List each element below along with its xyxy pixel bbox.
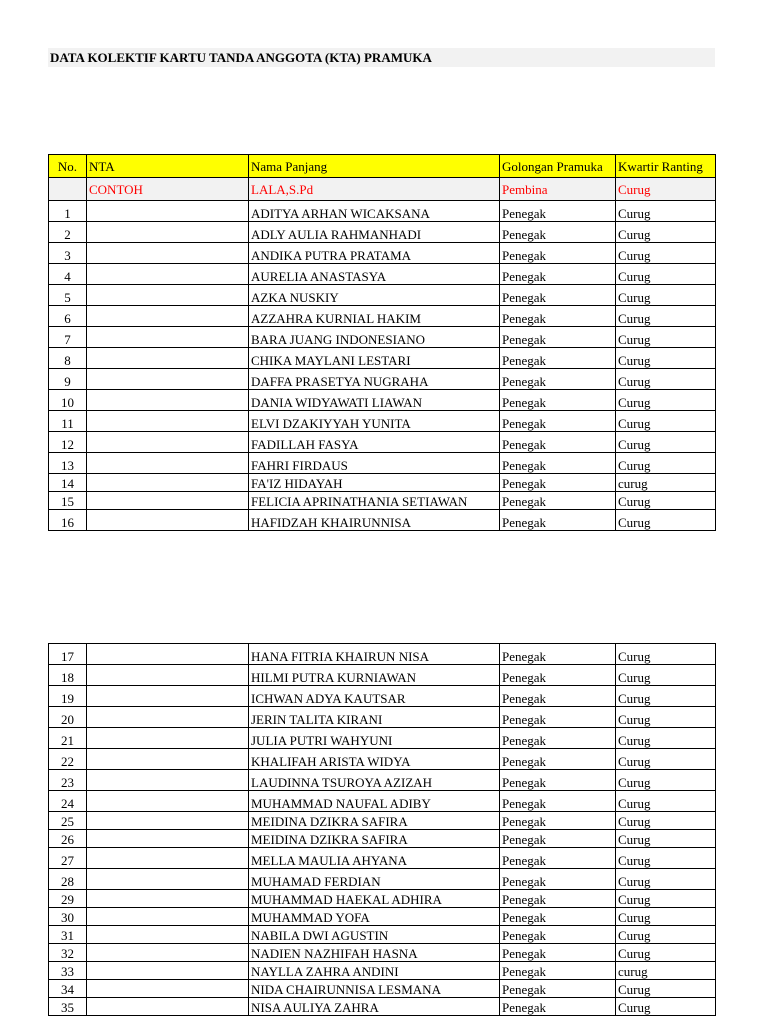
cell-no: 22 [49,749,87,770]
cell-no: 26 [49,830,87,848]
header-nama: Nama Panjang [249,155,500,178]
table-row [49,264,716,285]
cell-golongan: Penegak [500,707,616,728]
table-row [49,944,716,962]
cell-nama: MEIDINA DZIKRA SAFIRA [249,812,500,830]
cell-kwartir: Curug [616,791,716,812]
cell-nama: NAYLLA ZAHRA ANDINI [249,962,500,980]
cell-nama: ICHWAN ADYA KAUTSAR [249,686,500,707]
cell-no: 10 [49,390,87,411]
cell-nta [87,348,249,369]
cell-nama: ADLY AULIA RAHMANHADI [249,222,500,243]
cell-nama: MUHAMMAD NAUFAL ADIBY [249,791,500,812]
table-row [49,285,716,306]
cell-golongan: Penegak [500,791,616,812]
cell-kwartir: Curug [616,348,716,369]
table-row [49,327,716,348]
cell-golongan: Penegak [500,926,616,944]
cell-kwartir: Curug [616,201,716,222]
cell-no: 34 [49,980,87,998]
cell-nama: HANA FITRIA KHAIRUN NISA [249,644,500,665]
cell-golongan: Penegak [500,848,616,869]
cell-kwartir: Curug [616,728,716,749]
cell-no: 6 [49,306,87,327]
cell-nta [87,791,249,812]
cell-golongan: Penegak [500,944,616,962]
cell-no: 5 [49,285,87,306]
cell-nta [87,890,249,908]
cell-nama: AURELIA ANASTASYA [249,264,500,285]
table-row [49,492,716,510]
cell-kwartir: curug [616,962,716,980]
cell-no: 29 [49,890,87,908]
cell-kwartir: Curug [616,926,716,944]
header-nta: NTA [87,155,249,178]
cell-golongan: Penegak [500,492,616,510]
cell-no: 18 [49,665,87,686]
cell-golongan: Penegak [500,453,616,474]
member-table-part1 [48,154,716,531]
cell-nta [87,369,249,390]
cell-nama: NIDA CHAIRUNNISA LESMANA [249,980,500,998]
cell-golongan: Penegak [500,306,616,327]
cell-nta [87,665,249,686]
table-row [49,869,716,890]
cell-nta [87,306,249,327]
table-row [49,411,716,432]
cell-kwartir: Curug [616,944,716,962]
cell-golongan: Penegak [500,686,616,707]
cell-golongan: Penegak [500,327,616,348]
cell-no: 28 [49,869,87,890]
cell-kwartir: Curug [616,749,716,770]
cell-nta [87,411,249,432]
table-row [49,644,716,665]
table-row [49,201,716,222]
table-row [49,474,716,492]
table-row [49,243,716,264]
cell-kwartir: Curug [616,453,716,474]
cell-no: 14 [49,474,87,492]
cell-golongan: Penegak [500,980,616,998]
cell-no: 2 [49,222,87,243]
cell-nta [87,848,249,869]
cell-kwartir: Curug [616,770,716,791]
cell-no: 17 [49,644,87,665]
cell-no: 1 [49,201,87,222]
header-golongan: Golongan Pramuka [500,155,616,178]
cell-nama: BARA JUANG INDONESIANO [249,327,500,348]
cell-kwartir: Curug [616,980,716,998]
cell-nta [87,264,249,285]
cell-no: 33 [49,962,87,980]
cell-golongan: Penegak [500,665,616,686]
cell-nama: FA'IZ HIDAYAH [249,474,500,492]
cell-kwartir: Curug [616,665,716,686]
cell-kwartir: Curug [616,908,716,926]
cell-nama: FAHRI FIRDAUS [249,453,500,474]
cell-nta [87,869,249,890]
table-row [49,369,716,390]
cell-nama: LAUDINNA TSUROYA AZIZAH [249,770,500,791]
sample-nta: CONTOH [87,178,249,201]
cell-nta [87,944,249,962]
cell-nta [87,830,249,848]
sample-nama: LALA,S.Pd [249,178,500,201]
cell-golongan: Penegak [500,264,616,285]
cell-golongan: Penegak [500,432,616,453]
cell-nta [87,474,249,492]
cell-nta [87,453,249,474]
cell-no: 12 [49,432,87,453]
cell-nama: MUHAMAD FERDIAN [249,869,500,890]
cell-nama: ADITYA ARHAN WICAKSANA [249,201,500,222]
cell-nama: JERIN TALITA KIRANI [249,707,500,728]
table-row [49,962,716,980]
cell-nama: MUHAMMAD HAEKAL ADHIRA [249,890,500,908]
cell-golongan: Penegak [500,962,616,980]
cell-kwartir: Curug [616,686,716,707]
cell-nama: MELLA MAULIA AHYANA [249,848,500,869]
cell-nta [87,510,249,531]
cell-nta [87,243,249,264]
cell-nta [87,998,249,1016]
cell-golongan: Penegak [500,411,616,432]
cell-nta [87,770,249,791]
cell-no: 4 [49,264,87,285]
cell-nama: NADIEN NAZHIFAH HASNA [249,944,500,962]
cell-nta [87,908,249,926]
cell-kwartir: curug [616,474,716,492]
cell-kwartir: Curug [616,264,716,285]
cell-nta [87,707,249,728]
cell-golongan: Penegak [500,770,616,791]
cell-nta [87,201,249,222]
cell-no: 30 [49,908,87,926]
cell-nama: HILMI PUTRA KURNIAWAN [249,665,500,686]
cell-no: 25 [49,812,87,830]
cell-golongan: Penegak [500,998,616,1016]
table-row [49,830,716,848]
cell-nta [87,222,249,243]
table-row [49,980,716,998]
cell-no: 11 [49,411,87,432]
cell-kwartir: Curug [616,222,716,243]
table-row [49,791,716,812]
cell-no: 20 [49,707,87,728]
cell-kwartir: Curug [616,890,716,908]
cell-nta [87,390,249,411]
cell-kwartir: Curug [616,830,716,848]
table-row [49,390,716,411]
cell-golongan: Penegak [500,201,616,222]
cell-no: 7 [49,327,87,348]
cell-nama: ANDIKA PUTRA PRATAMA [249,243,500,264]
cell-nama: AZZAHRA KURNIAL HAKIM [249,306,500,327]
cell-golongan: Penegak [500,869,616,890]
cell-kwartir: Curug [616,390,716,411]
table-row [49,306,716,327]
cell-kwartir: Curug [616,243,716,264]
cell-no: 23 [49,770,87,791]
cell-nta [87,728,249,749]
cell-no: 9 [49,369,87,390]
cell-nama: DAFFA PRASETYA NUGRAHA [249,369,500,390]
sample-row [49,178,716,201]
cell-kwartir: Curug [616,432,716,453]
table-row [49,812,716,830]
cell-kwartir: Curug [616,848,716,869]
cell-nama: AZKA NUSKIY [249,285,500,306]
cell-nta [87,686,249,707]
cell-kwartir: Curug [616,285,716,306]
cell-nta [87,285,249,306]
cell-golongan: Penegak [500,510,616,531]
table-row [49,848,716,869]
table-row [49,665,716,686]
cell-no: 21 [49,728,87,749]
cell-no: 16 [49,510,87,531]
cell-kwartir: Curug [616,306,716,327]
table-row [49,222,716,243]
cell-no: 31 [49,926,87,944]
cell-nama: FADILLAH FASYA [249,432,500,453]
table-row [49,998,716,1016]
cell-nama: CHIKA MAYLANI LESTARI [249,348,500,369]
cell-golongan: Penegak [500,812,616,830]
cell-nama: FELICIA APRINATHANIA SETIAWAN [249,492,500,510]
table-row [49,926,716,944]
cell-no: 27 [49,848,87,869]
table-header-row [49,155,716,178]
cell-kwartir: Curug [616,369,716,390]
cell-nama: DANIA WIDYAWATI LIAWAN [249,390,500,411]
table-row [49,770,716,791]
cell-kwartir: Curug [616,510,716,531]
cell-golongan: Penegak [500,728,616,749]
cell-no: 19 [49,686,87,707]
table-row [49,728,716,749]
cell-no: 24 [49,791,87,812]
cell-golongan: Penegak [500,222,616,243]
document-title: DATA KOLEKTIF KARTU TANDA ANGGOTA (KTA) PRAMUKA [50,50,432,65]
cell-golongan: Penegak [500,749,616,770]
cell-nama: HAFIDZAH KHAIRUNNISA [249,510,500,531]
cell-nama: NABILA DWI AGUSTIN [249,926,500,944]
table-row [49,453,716,474]
table-row [49,510,716,531]
cell-nama: NISA AULIYA ZAHRA [249,998,500,1016]
cell-no: 3 [49,243,87,264]
cell-nta [87,644,249,665]
cell-nta [87,492,249,510]
cell-nta [87,926,249,944]
cell-kwartir: Curug [616,644,716,665]
cell-golongan: Penegak [500,369,616,390]
cell-no: 32 [49,944,87,962]
cell-nta [87,432,249,453]
cell-nta [87,327,249,348]
cell-golongan: Penegak [500,644,616,665]
cell-kwartir: Curug [616,411,716,432]
cell-no: 15 [49,492,87,510]
table-row [49,348,716,369]
cell-golongan: Penegak [500,908,616,926]
cell-golongan: Penegak [500,890,616,908]
sample-golongan: Pembina [500,178,616,201]
table-row [49,707,716,728]
sample-no [49,178,87,201]
sample-kwartir: Curug [616,178,716,201]
cell-golongan: Penegak [500,830,616,848]
cell-nta [87,812,249,830]
cell-nta [87,749,249,770]
cell-kwartir: Curug [616,707,716,728]
cell-kwartir: Curug [616,812,716,830]
member-table-part2 [48,643,716,1016]
cell-golongan: Penegak [500,243,616,264]
cell-kwartir: Curug [616,998,716,1016]
cell-golongan: Penegak [500,390,616,411]
cell-nama: JULIA PUTRI WAHYUNI [249,728,500,749]
table-row [49,686,716,707]
cell-no: 8 [49,348,87,369]
cell-no: 35 [49,998,87,1016]
cell-nama: KHALIFAH ARISTA WIDYA [249,749,500,770]
cell-nama: MEIDINA DZIKRA SAFIRA [249,830,500,848]
table-row [49,890,716,908]
cell-no: 13 [49,453,87,474]
cell-golongan: Penegak [500,474,616,492]
cell-golongan: Penegak [500,285,616,306]
cell-kwartir: Curug [616,869,716,890]
cell-nama: MUHAMMAD YOFA [249,908,500,926]
table-row [49,908,716,926]
cell-golongan: Penegak [500,348,616,369]
cell-nta [87,980,249,998]
cell-kwartir: Curug [616,327,716,348]
cell-nama: ELVI DZAKIYYAH YUNITA [249,411,500,432]
header-no: No. [49,155,87,178]
table-row [49,749,716,770]
cell-nta [87,962,249,980]
header-kwartir: Kwartir Ranting [616,155,716,178]
table-row [49,432,716,453]
cell-kwartir: Curug [616,492,716,510]
